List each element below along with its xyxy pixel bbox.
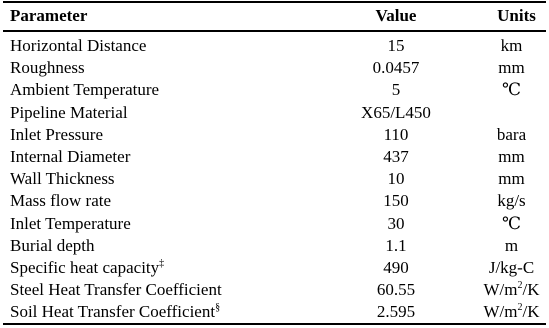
row-unit xyxy=(449,168,546,190)
row-value: 10 xyxy=(387,169,405,189)
row-unit xyxy=(449,301,546,324)
table-row xyxy=(3,190,546,212)
row-parameter xyxy=(3,79,343,101)
unit-label: mm xyxy=(498,58,525,78)
row-value: 490 xyxy=(383,257,409,277)
unit-label: km xyxy=(500,36,523,56)
row-value: 30 xyxy=(387,213,405,233)
table-row xyxy=(3,257,546,279)
table-row xyxy=(3,124,546,146)
table-row xyxy=(3,146,546,168)
parameter-label: Inlet Temperature xyxy=(10,213,131,233)
unit-exponent: 2 xyxy=(517,280,523,292)
unit-label: ℃ xyxy=(501,213,522,233)
parameter-label: Steel Heat Transfer Coefficient xyxy=(10,280,222,300)
row-value: X65/L450 xyxy=(361,102,431,122)
row-unit xyxy=(449,279,546,301)
parameter-label: Burial depth xyxy=(10,235,95,255)
row-unit xyxy=(449,235,546,257)
row-value: 60.55 xyxy=(376,280,416,300)
row-value: 110 xyxy=(383,124,409,144)
row-parameter xyxy=(3,190,343,212)
unit-exponent: 2 xyxy=(517,302,523,314)
row-parameter xyxy=(3,124,343,146)
parameter-label: Internal Diameter xyxy=(10,147,131,167)
footnote-mark: ‡ xyxy=(159,257,165,269)
table-row xyxy=(3,57,546,79)
header-row xyxy=(3,2,546,31)
row-parameter xyxy=(3,279,343,301)
header-value: Value xyxy=(375,6,417,25)
unit-label: mm xyxy=(498,169,525,189)
header-parameter: Parameter xyxy=(10,6,88,25)
row-unit xyxy=(449,257,546,279)
row-parameter xyxy=(3,102,343,124)
row-parameter xyxy=(3,213,343,235)
table-row xyxy=(3,213,546,235)
row-unit xyxy=(449,57,546,79)
parameter-label: Horizontal Distance xyxy=(10,36,147,56)
row-parameter xyxy=(3,31,343,57)
parameter-label: Mass flow rate xyxy=(10,191,112,211)
row-unit xyxy=(449,79,546,101)
unit-label: mm xyxy=(498,147,525,167)
row-parameter xyxy=(3,168,343,190)
table-row xyxy=(3,168,546,190)
parameter-table-container xyxy=(3,1,546,325)
table-row xyxy=(3,279,546,301)
unit-label: bara xyxy=(496,124,527,144)
row-value: 0.0457 xyxy=(372,58,420,78)
row-parameter xyxy=(3,301,343,324)
row-value: 437 xyxy=(383,147,409,167)
row-value: 150 xyxy=(383,191,409,211)
row-unit xyxy=(449,190,546,212)
table-row xyxy=(3,102,546,124)
row-value: 5 xyxy=(391,80,401,100)
footnote-mark: § xyxy=(215,302,221,314)
unit-label: ℃ xyxy=(501,80,522,100)
unit-label: kg/s xyxy=(497,191,526,211)
row-unit xyxy=(449,213,546,235)
parameter-label: Inlet Pressure xyxy=(10,124,104,144)
row-parameter xyxy=(3,257,343,279)
parameter-label: Pipeline Material xyxy=(10,102,128,122)
table-body xyxy=(3,31,546,324)
table-header xyxy=(3,2,546,31)
row-parameter xyxy=(3,57,343,79)
row-value: 2.595 xyxy=(376,302,416,322)
row-value: 1.1 xyxy=(385,235,407,255)
unit-label: W/m xyxy=(483,302,518,322)
row-parameter xyxy=(3,235,343,257)
row-unit xyxy=(449,146,546,168)
table-row xyxy=(3,235,546,257)
parameter-label: Soil Heat Transfer Coefficient xyxy=(10,302,216,322)
parameter-label: Wall Thickness xyxy=(10,169,115,189)
parameter-label: Ambient Temperature xyxy=(10,80,160,100)
row-unit xyxy=(449,102,546,124)
parameter-label: Specific heat capacity xyxy=(10,257,160,277)
unit-suffix: /K xyxy=(522,280,540,300)
header-units: Units xyxy=(497,6,536,25)
unit-suffix: /K xyxy=(522,302,540,322)
parameter-label: Roughness xyxy=(10,58,85,78)
row-parameter xyxy=(3,146,343,168)
parameter-table xyxy=(3,1,546,325)
unit-label: J/kg-C xyxy=(488,257,535,277)
table-row xyxy=(3,79,546,101)
row-value: 15 xyxy=(387,36,405,56)
unit-label: m xyxy=(504,235,519,255)
unit-label: W/m xyxy=(483,280,518,300)
table-row xyxy=(3,31,546,57)
row-unit xyxy=(449,124,546,146)
table-row xyxy=(3,301,546,324)
row-unit xyxy=(449,31,546,57)
